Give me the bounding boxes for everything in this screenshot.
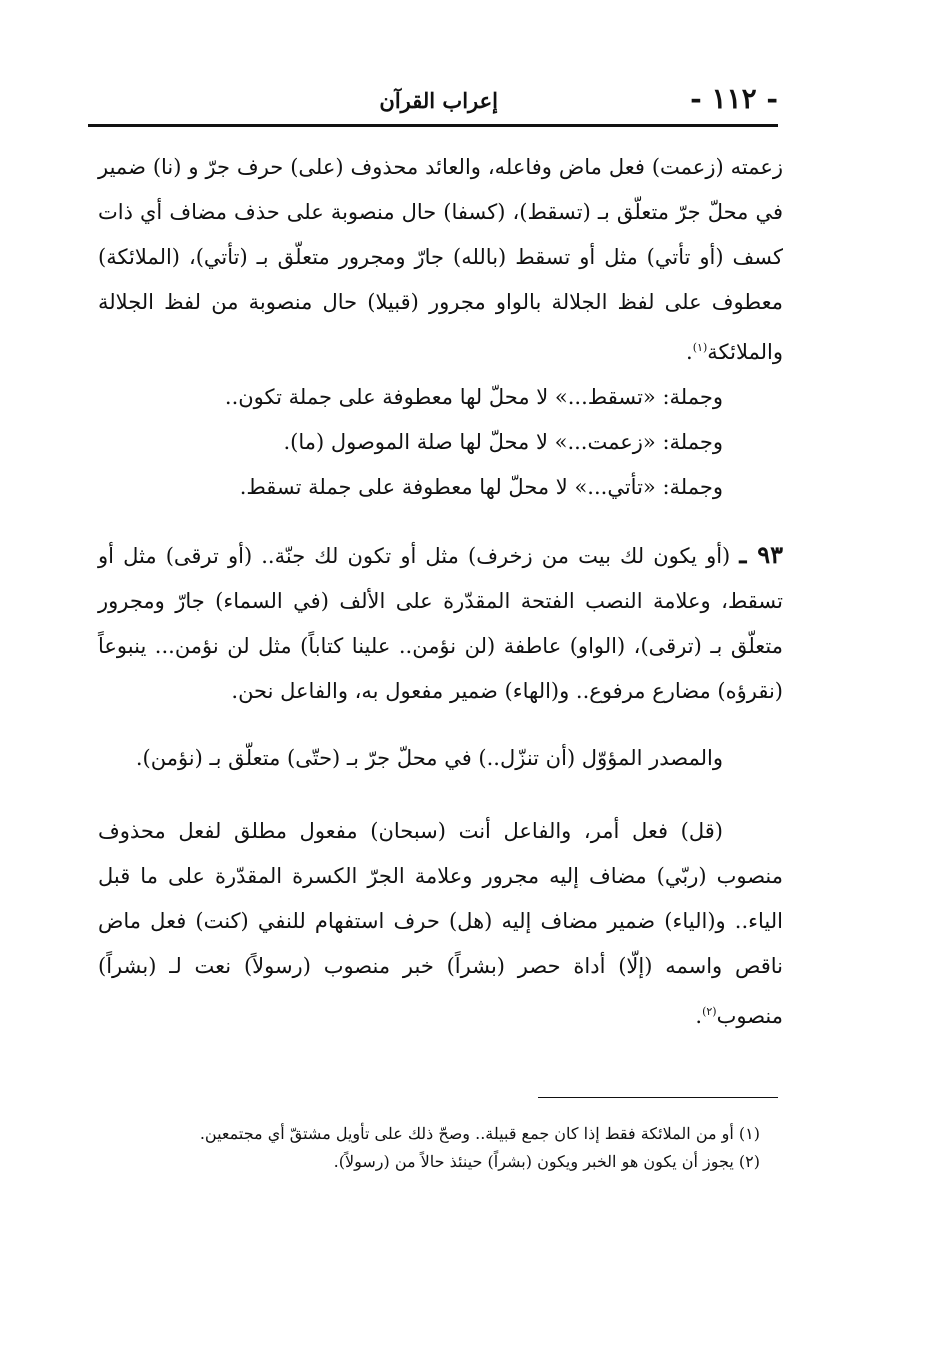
running-title: إعراب القرآن: [379, 88, 498, 113]
spacer: [98, 714, 783, 736]
footnote-2: (٢) يجوز أن يكون هو الخبر ويكون (بشراً) حينئذ حالاً من (رسولاً).: [333, 1152, 760, 1171]
main-text: [98, 145, 783, 1039]
sentence-2: وجملة: «زعمت...» لا محلّ لها صلة الموصول (ما).: [283, 430, 723, 454]
page-header: [88, 82, 778, 122]
verse-number: ٩٣ ـ: [739, 540, 783, 569]
paragraph-qul-text: (قل) فعل أمر، والفاعل أنت (سبحان) مفعول مطلق لفعل محذوف منصوب (ربّي) مضاف إليه مجرور وعلامة الجرّ الكسرة المقدّرة على ما قبل الياء.. و(الياء) ضمير مضاف إليه (هل) حرف استفهام للنفي (كنت) فعل ماض ناقص واسمه (إلّا) أداة حصر (بشراً) خبر منصوب (رسولاً) نعت لـ (بشراً) منصوب: [98, 819, 783, 1028]
paragraph-masdar: والمصدر المؤوّل (أن تنزّل..) في محلّ جرّ بـ (حتّى) متعلّق بـ (نؤمن).: [135, 746, 723, 770]
paragraph-93: [98, 532, 783, 714]
paragraph-1-end: .: [686, 340, 693, 364]
spacer: [98, 510, 783, 532]
paragraph-1: [98, 145, 783, 375]
footnote-1: (١) أو من الملائكة فقط إذا كان جمع قبيلة.. وصحّ ذلك على تأويل مشتقّ أي مجتمعين.: [199, 1124, 760, 1143]
paragraph-1-text: زعمته (زعمت) فعل ماض وفاعله، والعائد محذوف (على) حرف جرّ و (نا) ضمير في محلّ جرّ متعلّق بـ (تسقط)، (كسفا) حال منصوبة على حذف مضاف أي ذات كسف (أو تأتي) مثل أو تسقط (بالله) جارّ ومجرور متعلّق بـ (تأتي)، (الملائكة) معطوف على لفظ الجلالة بالواو مجرور (قبيلا) حال منصوبة من لفظ الجلالة والملائكة: [98, 155, 783, 364]
page-number: - ١١٢ -: [690, 82, 778, 115]
spacer: [98, 781, 783, 809]
paragraph-93-text: (أو يكون لك بيت من زخرف) مثل أو تكون لك جنّة.. (أو ترقى) مثل أو تسقط، وعلامة النصب الفتحة المقدّرة على الألف (في السماء) جارّ ومجرور متعلّق بـ (ترقى)، (الواو) عاطفة (لن نؤمن.. علينا كتاباً) مثل لن نؤمن... ينبوعاً (نقرؤه) مضارع مرفوع.. و(الهاء) ضمير مفعول به، والفاعل نحن.: [98, 544, 783, 703]
paragraph-qul: [98, 809, 783, 1039]
sentence-3: وجملة: «تأتي...» لا محلّ لها معطوفة على جملة تسقط.: [239, 475, 723, 499]
footnotes: [120, 1120, 760, 1176]
footnote-rule: [538, 1097, 778, 1098]
header-rule: [88, 124, 778, 127]
sentence-1: وجملة: «تسقط...» لا محلّ لها معطوفة على جملة تكون..: [224, 385, 723, 409]
paragraph-qul-end: .: [695, 1004, 703, 1028]
footnote-ref-2[interactable]: (٢): [702, 1005, 717, 1018]
footnote-ref-1[interactable]: (١): [692, 341, 708, 354]
